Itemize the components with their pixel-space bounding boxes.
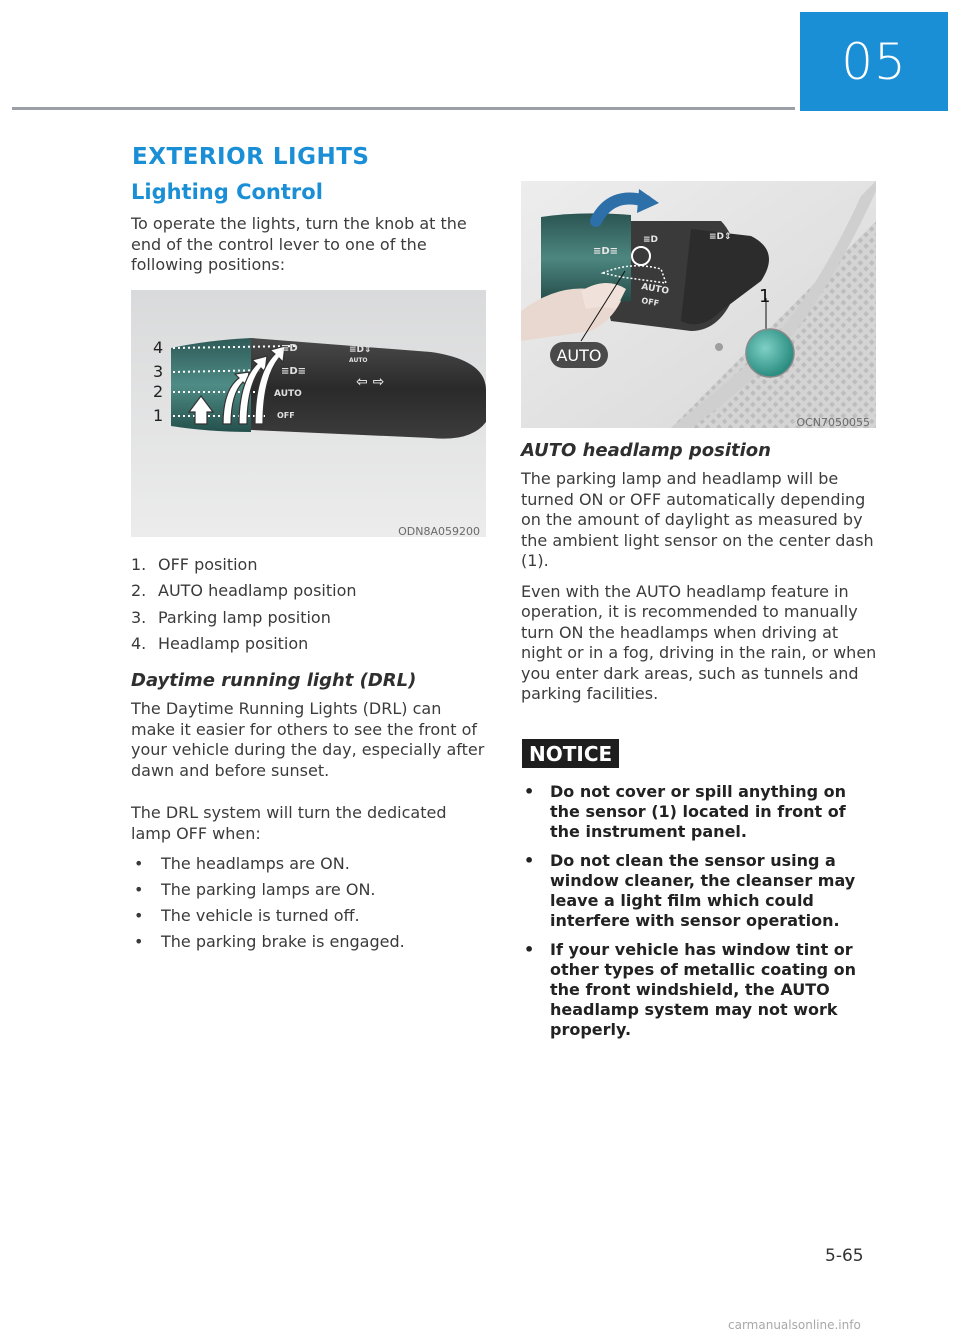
watermark: carmanualsonline.info (728, 1318, 861, 1332)
header-rule (12, 107, 795, 110)
lighting-control-title: Lighting Control (131, 180, 323, 204)
list-item: • Do not clean the sensor using a window cleaner, the cleanser may leave a light film which could interfere with sensor operation. (524, 850, 856, 930)
drl-heading: Daytime running light (DRL) (131, 670, 417, 691)
auto-paragraph: The parking lamp and headlamp will be turned ON or OFF automatically depending on the amount of daylight as measured by the ambient light sensor on the center dash (1). (521, 469, 874, 570)
svg-text:OFF: OFF (277, 410, 295, 420)
list-item: • If your vehicle has window tint or other types of metallic coating on the front windshield, the AUTO headlamp system may not work properly. (524, 939, 857, 1039)
svg-text:≡D: ≡D (643, 235, 659, 245)
right-column (521, 181, 879, 1049)
svg-text:AUTO: AUTO (274, 388, 302, 399)
position-list (131, 555, 489, 655)
svg-text:≡D≡: ≡D≡ (281, 365, 307, 377)
intro-text: To operate the lights, turn the knob at the end of the control lever to one of the following positions: (131, 214, 467, 274)
figure-number-1: 1 (153, 405, 164, 425)
figure-number-4: 4 (153, 337, 164, 357)
list-item: • The parking lamps are ON. (134, 880, 376, 899)
page-number: 5-65 (825, 1246, 864, 1266)
svg-text:≡D⇕: ≡D⇕ (349, 344, 372, 355)
sensor-illustration (521, 181, 876, 428)
svg-text:⇦ ⇨: ⇦ ⇨ (356, 373, 385, 390)
list-item: 2. AUTO headlamp position (131, 581, 357, 600)
sensor-marker: 1 (759, 286, 771, 307)
lever-illustration (131, 290, 486, 537)
svg-text:AUTO: AUTO (640, 282, 670, 297)
notice-badge: NOTICE (522, 739, 619, 768)
list-item: • The headlamps are ON. (134, 854, 350, 873)
auto-paragraph-2: Even with the AUTO headlamp feature in operation, it is recommended to manually turn ON the headlamps when driving at night or in a fog, driving in the rain, or when you enter dark areas, such as tunnels and parking facilities. (521, 581, 877, 703)
chapter-tab: 05 (800, 12, 948, 111)
section-title: EXTERIOR LIGHTS (132, 144, 370, 170)
figure-code: ODN8A059200 (398, 524, 480, 538)
list-item: • The parking brake is engaged. (134, 932, 405, 951)
drl-bullet-list (131, 854, 489, 952)
auto-heading: AUTO headlamp position (521, 440, 771, 461)
svg-text:OFF: OFF (640, 296, 660, 309)
svg-text:≡D: ≡D (281, 342, 298, 354)
list-item: • Do not cover or spill anything on the sensor (1) located in front of the instrument panel. (524, 781, 847, 841)
list-item: 3. Parking lamp position (131, 607, 331, 627)
list-item: 1. OFF position (131, 554, 258, 574)
list-item: • The vehicle is turned off. (134, 906, 360, 925)
svg-text:≡D≡: ≡D≡ (593, 246, 619, 257)
list-item: 4. Headlamp position (131, 634, 309, 653)
left-column (131, 180, 489, 958)
figure-number-3: 3 (153, 361, 164, 381)
notice-list (521, 782, 879, 1040)
drl-paragraph-2: The DRL system will turn the dedicated lamp OFF when: (131, 803, 447, 843)
figure-code: OCN7050055 (796, 416, 870, 429)
svg-text:AUTO: AUTO (349, 356, 368, 364)
figure-number-2: 2 (153, 381, 164, 401)
auto-callout: AUTO (556, 346, 602, 365)
drl-paragraph: The Daytime Running Lights (DRL) can make it easier for others to see the front of your vehicle during the day, especially after dawn and before sunset. (131, 699, 485, 780)
lever-figure (131, 290, 486, 541)
sensor-figure (521, 181, 876, 432)
svg-text:≡D⇕: ≡D⇕ (709, 232, 732, 242)
